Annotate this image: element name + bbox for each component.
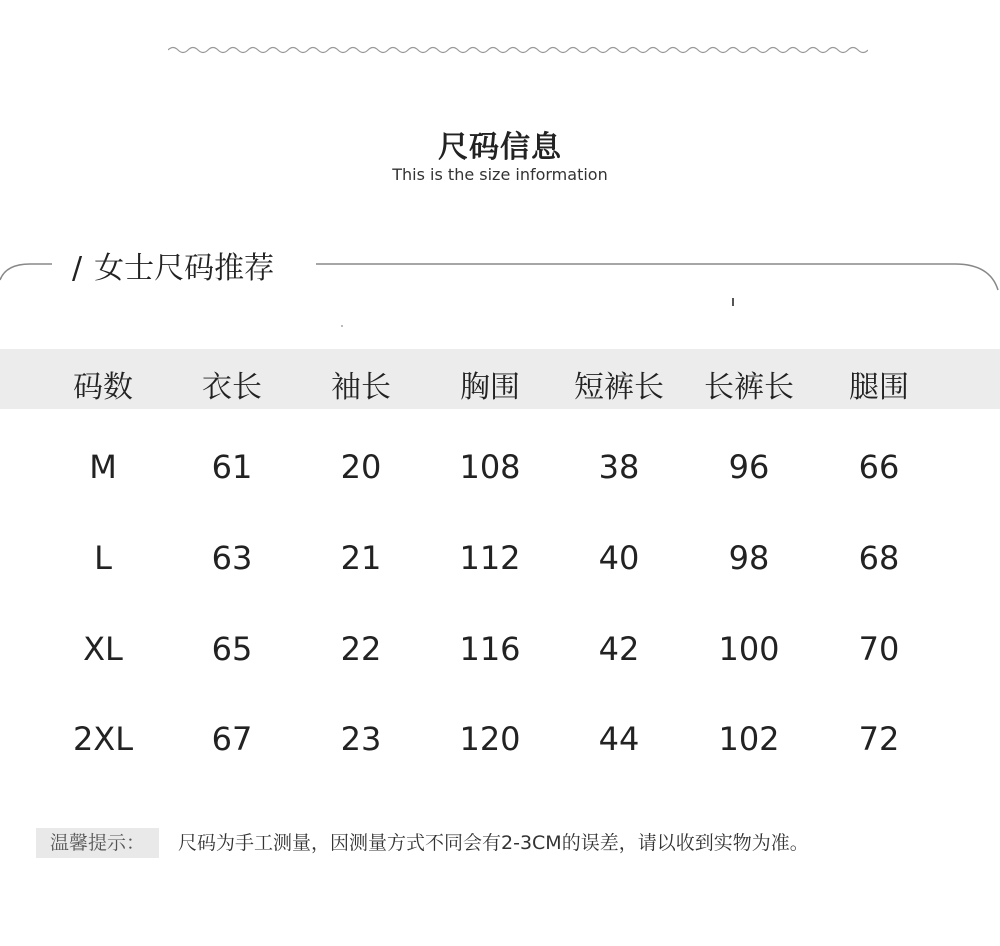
cell-sleeve: 22	[340, 630, 382, 668]
cell-size: XL	[83, 630, 123, 668]
cell-length: 61	[211, 448, 253, 486]
table-row	[0, 712, 1000, 772]
cell-pants-length: 96	[728, 448, 770, 486]
table-row	[0, 440, 1000, 500]
cell-size: L	[94, 539, 112, 577]
section-slash: /	[72, 251, 83, 286]
size-table-header	[0, 349, 1000, 409]
table-row	[0, 622, 1000, 682]
cell-chest: 120	[459, 720, 521, 758]
cell-sleeve: 21	[340, 539, 382, 577]
cell-length: 67	[211, 720, 253, 758]
cell-shorts-length: 44	[598, 720, 640, 758]
cell-chest: 108	[459, 448, 521, 486]
note-label: 温馨提示：	[36, 828, 159, 858]
decorative-wavy-line	[168, 44, 868, 56]
cell-size: 2XL	[72, 720, 134, 758]
speck-mark	[341, 325, 343, 327]
header-leg-width: 腿围	[849, 370, 909, 405]
cell-sleeve: 23	[340, 720, 382, 758]
cell-leg-width: 72	[858, 720, 900, 758]
header-chest: 胸围	[460, 370, 520, 405]
cell-shorts-length: 38	[598, 448, 640, 486]
cell-leg-width: 70	[858, 630, 900, 668]
cell-length: 65	[211, 630, 253, 668]
header-shorts-length: 短裤长	[574, 370, 664, 405]
page-subtitle: This is the size information	[392, 165, 608, 184]
note-text: 尺码为手工测量，因测量方式不同会有2-3CM的误差，请以收到实物为准。	[178, 832, 809, 854]
cell-sleeve: 20	[340, 448, 382, 486]
cell-chest: 112	[459, 539, 521, 577]
cell-pants-length: 100	[718, 630, 780, 668]
cell-chest: 116	[459, 630, 521, 668]
section-heading	[66, 243, 280, 287]
cell-leg-width: 66	[858, 448, 900, 486]
cell-shorts-length: 40	[598, 539, 640, 577]
table-row	[0, 531, 1000, 591]
cell-pants-length: 102	[718, 720, 780, 758]
header-sleeve: 袖长	[331, 370, 391, 405]
cell-size: M	[89, 448, 117, 486]
cell-pants-length: 98	[728, 539, 770, 577]
page-title: 尺码信息	[438, 130, 562, 165]
cell-length: 63	[211, 539, 253, 577]
header-pants-length: 长裤长	[704, 370, 794, 405]
header-size: 码数	[73, 370, 133, 405]
section-heading-text: 女士尺码推荐	[94, 251, 275, 286]
measurement-note	[36, 822, 976, 862]
cell-leg-width: 68	[858, 539, 900, 577]
speck-mark	[732, 298, 734, 306]
header-length: 衣长	[202, 370, 262, 405]
cell-shorts-length: 42	[598, 630, 640, 668]
